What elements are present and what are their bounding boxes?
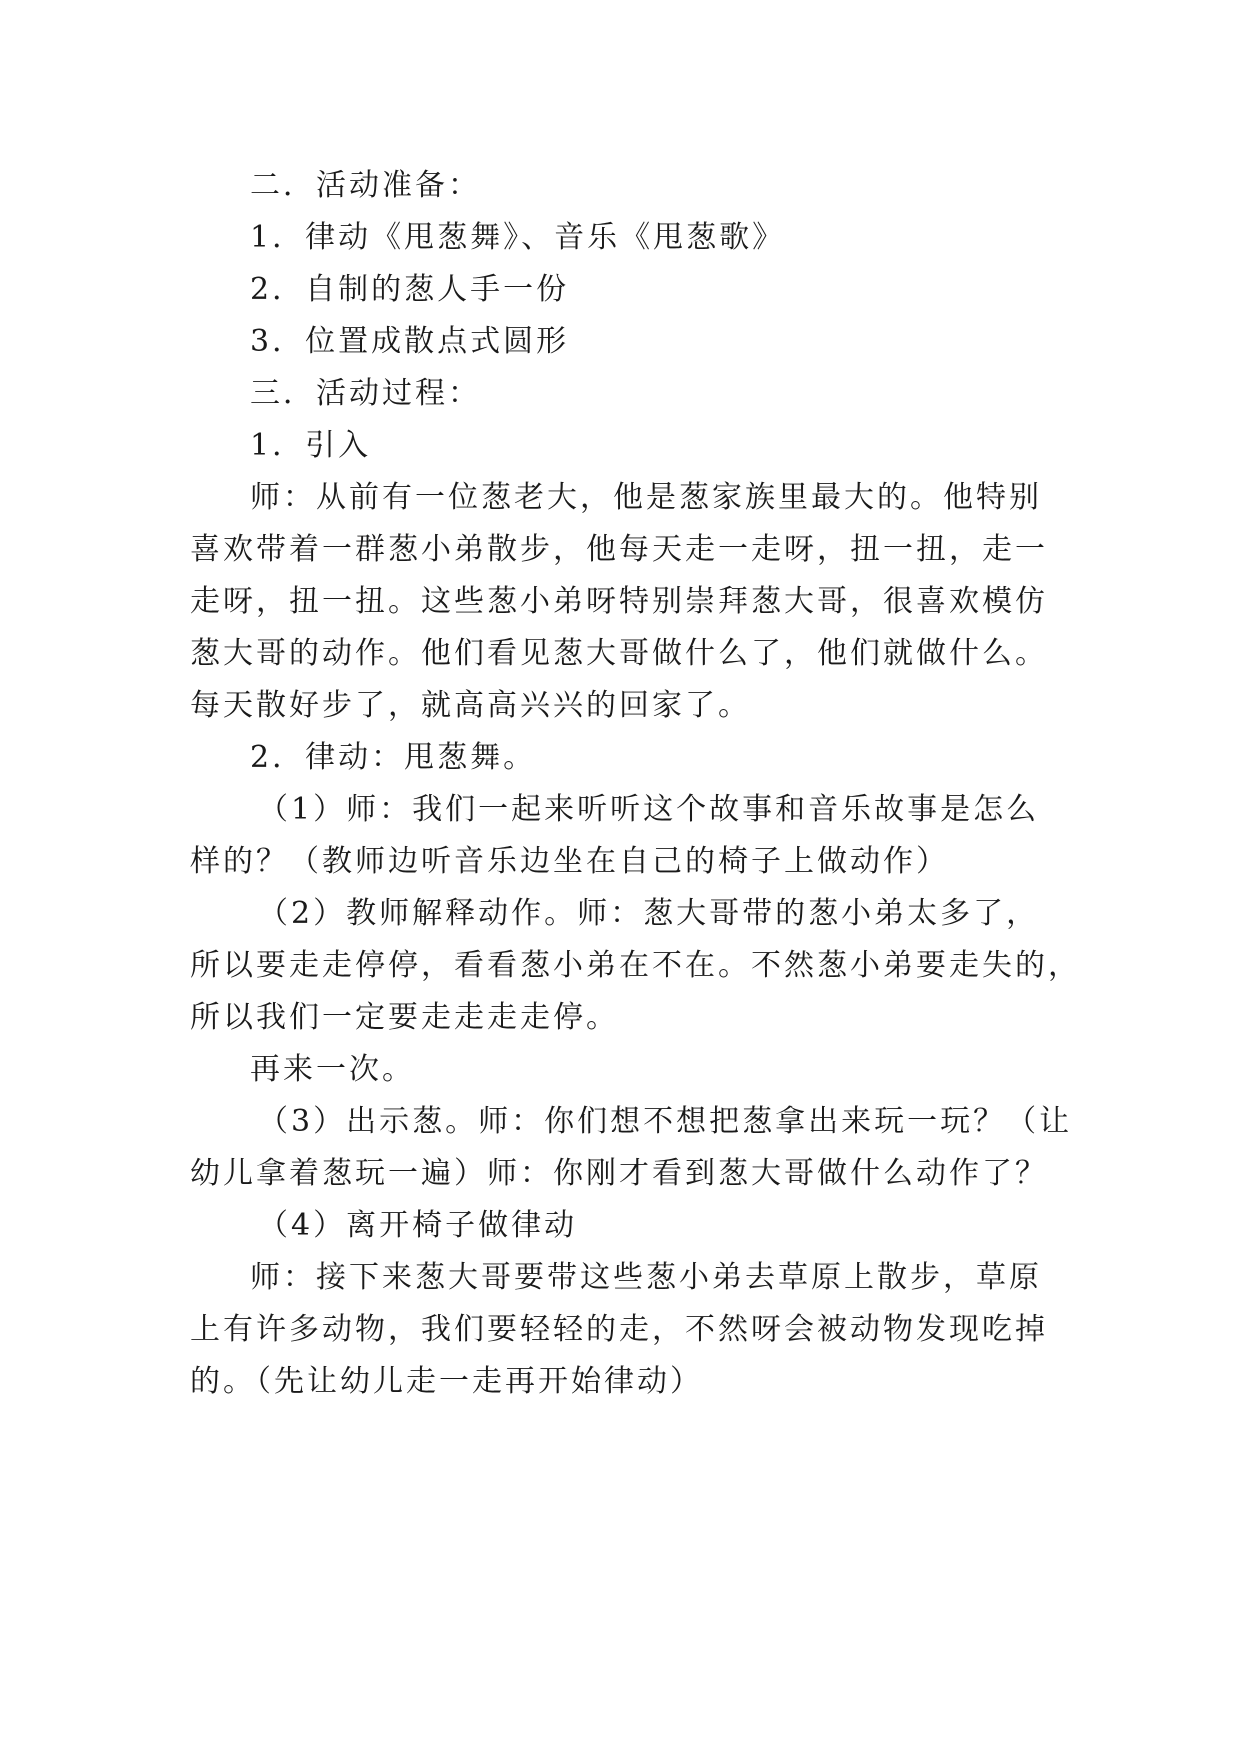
paragraph-line: 所以我们一定要走走走走停。 [190,1000,619,1035]
paragraph-line: 每天散好步了，就高高兴兴的回家了。 [190,688,751,723]
paragraph-line: （2）教师解释动作。师：葱大哥带的葱小弟太多了， [258,896,1040,931]
paragraph-line: 葱大哥的动作。他们看见葱大哥做什么了，他们就做什么。 [190,636,1048,671]
paragraph-line: 喜欢带着一群葱小弟散步，他每天走一走呀，扭一扭，走一 [190,532,1048,567]
process-step-1-heading: 1．引入 [250,428,372,463]
paragraph-line: 走呀，扭一扭。这些葱小弟呀特别崇拜葱大哥，很喜欢模仿 [190,584,1048,619]
paragraph-line: 师：从前有一位葱老大，他是葱家族里最大的。他特别 [250,480,1042,515]
paragraph-line: （3）出示葱。师：你们想不想把葱拿出来玩一玩？（让 [258,1104,1073,1139]
paragraph-line: 师：接下来葱大哥要带这些葱小弟去草原上散步，草原 [250,1260,1042,1295]
paragraph-line: 所以要走走停停，看看葱小弟在不在。不然葱小弟要走失的， [190,948,1081,983]
prep-item-1: 1．律动《甩葱舞》、音乐《甩葱歌》 [250,220,786,255]
prep-item-2: 2．自制的葱人手一份 [250,272,570,307]
paragraph-line: （4）离开椅子做律动 [258,1208,578,1243]
paragraph-line: 上有许多动物，我们要轻轻的走，不然呀会被动物发现吃掉 [190,1312,1048,1347]
section-heading-preparation: 二．活动准备： [250,168,481,203]
prep-item-3: 3．位置成散点式圆形 [250,324,570,359]
paragraph-line: （1）师：我们一起来听听这个故事和音乐故事是怎么 [258,792,1040,827]
paragraph-line: 幼儿拿着葱玩一遍）师：你刚才看到葱大哥做什么动作了？ [190,1156,1048,1191]
paragraph-line: 样的？（教师边听音乐边坐在自己的椅子上做动作） [190,844,949,879]
paragraph-line: 的。（先让幼儿走一走再开始律动） [190,1364,703,1399]
process-step-2-heading: 2．律动：甩葱舞。 [250,740,537,775]
paragraph-line: 再来一次。 [250,1052,415,1087]
section-heading-process: 三．活动过程： [250,376,481,411]
